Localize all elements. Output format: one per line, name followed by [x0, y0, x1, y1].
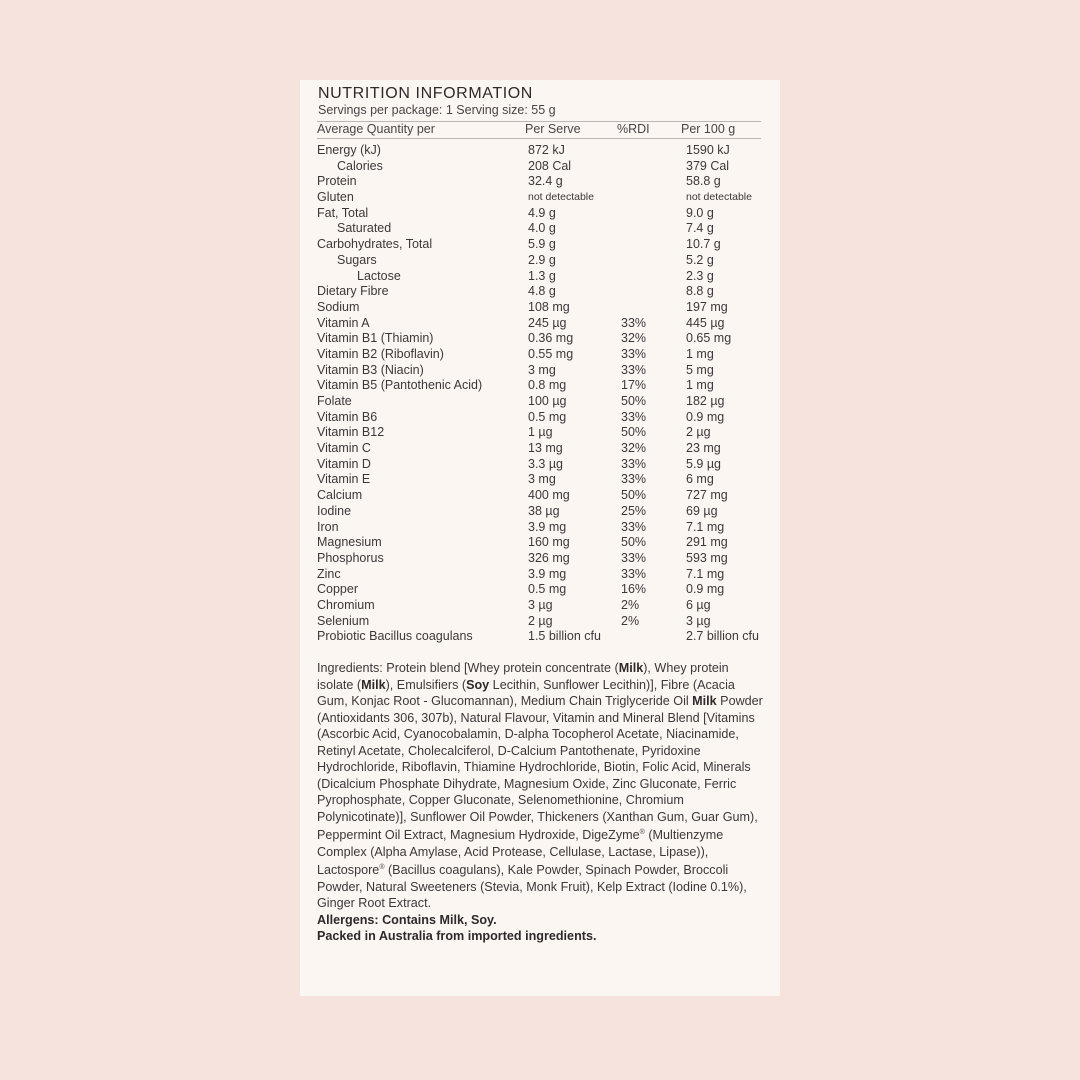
nutrient-name: Vitamin A — [317, 315, 370, 330]
ingredients-text — [317, 660, 767, 912]
header-per-100g: Per 100 g — [681, 122, 736, 136]
ingredients-segment: Powder (Antioxidants 306, 307b), Natural Flavour, Vitamin and Mineral Blend [Vitamins (Ascorbic Acid, Cyanocobalamin, D-alpha Tocopherol Acetate, Niacinamide, Retinyl Acetate, Cholecalciferol, D-Calcium Pantothenate, Pyridoxine Hydrochloride, Riboflavin, Thiamine Hydrochloride, Biotin, Folic Acid, Minerals (Dicalcium Phosphate Dihydrate, Magnesium Oxide, Zinc Gluconate, Ferric Pyrophosphate, Copper Gluconate, Selenomethionine, Chromium Polynicotinate)], Sunflower Oil Powder, Thickeners (Xanthan Gum, Guar Gum), Peppermint Oil Extract, Magnesium Hydroxide, DigeZyme — [317, 694, 763, 843]
nutrient-name: Zinc — [317, 566, 341, 581]
per-serve-value: 3 µg — [528, 597, 553, 612]
per-serve-value: 3.9 mg — [528, 566, 567, 581]
ingredients-segment: ), Whey protein isolate ( — [317, 661, 729, 692]
allergen-highlight: Milk — [618, 661, 644, 675]
rdi-value: 50% — [621, 535, 647, 550]
per-100g-value: 5.9 µg — [686, 456, 722, 471]
table-row — [300, 410, 780, 426]
nutrient-name: Selenium — [317, 613, 370, 628]
per-serve-value: 1.5 billion cfu — [528, 629, 601, 644]
per-serve-value: 38 µg — [528, 503, 560, 518]
ingredients-block — [317, 660, 767, 945]
per-100g-value: 10.7 g — [686, 237, 721, 252]
rdi-value: 33% — [621, 456, 647, 471]
per-100g-value: 6 µg — [686, 597, 711, 612]
rdi-value: 33% — [621, 346, 647, 361]
per-serve-value: 4.0 g — [528, 221, 556, 236]
per-serve-value: 326 mg — [528, 550, 570, 565]
per-serve-value: 0.36 mg — [528, 331, 574, 346]
per-serve-value: 872 kJ — [528, 143, 565, 157]
nutrient-name: Folate — [317, 394, 352, 408]
per-100g-value: 5.2 g — [686, 252, 714, 267]
per-100g-value: 5 mg — [686, 362, 714, 377]
ingredients-segment: ), Emulsifiers ( — [385, 677, 467, 692]
per-serve-value: 3.9 mg — [528, 519, 567, 534]
nutrient-name: Vitamin B1 (Thiamin) — [317, 331, 434, 346]
table-row — [300, 425, 780, 441]
table-row — [300, 488, 780, 504]
per-serve-value: 0.5 mg — [528, 409, 567, 424]
allergen-highlight: Soy — [466, 677, 490, 692]
per-serve-value: 3.3 µg — [528, 456, 564, 471]
nutrient-name: Dietary Fibre — [317, 284, 389, 299]
per-100g-value: 2.7 billion cfu — [686, 629, 759, 644]
allergens-line: Allergens: Contains Milk, Soy. — [317, 912, 497, 927]
nutrient-name: Fat, Total — [317, 205, 369, 220]
ingredients-segment: Lecithin, Sunflower Lecithin)], Fibre (Acacia Gum, Konjac Root - Glucomannan), Medium Chain Triglyceride Oil — [317, 677, 735, 708]
rdi-value: 50% — [621, 394, 647, 408]
per-serve-value: 1.3 g — [528, 268, 556, 283]
per-serve-value: 160 mg — [528, 535, 570, 550]
allergen-highlight: Milk — [361, 677, 386, 692]
rdi-value: 33% — [621, 550, 647, 565]
rdi-value: 33% — [621, 315, 647, 330]
servings-info: Servings per package: 1 Serving size: 55 g — [318, 103, 556, 117]
panel-title: NUTRITION INFORMATION — [318, 85, 533, 102]
table-row — [300, 190, 780, 206]
per-100g-value: 727 mg — [686, 488, 728, 503]
per-100g-value: 0.65 mg — [686, 331, 732, 346]
nutrient-name: Chromium — [317, 597, 375, 612]
per-100g-value: 69 µg — [686, 503, 718, 518]
per-100g-value: 1590 kJ — [686, 143, 730, 157]
ingredients-segment: Ingredients: Protein blend [Whey protein concentrate ( — [317, 661, 619, 675]
nutrient-name: Protein — [317, 174, 357, 189]
per-serve-value: 5.9 g — [528, 237, 556, 252]
ingredients-segment: ® — [379, 864, 385, 872]
rdi-value: 17% — [621, 378, 647, 393]
table-row — [300, 551, 780, 567]
nutrient-name: Vitamin B12 — [317, 425, 385, 440]
rdi-value: 33% — [621, 472, 647, 487]
table-row — [300, 221, 780, 237]
nutrient-name: Carbohydrates, Total — [317, 237, 433, 252]
per-100g-value: 8.8 g — [686, 284, 714, 299]
per-100g-value: 23 mg — [686, 441, 721, 456]
per-100g-value: 3 µg — [686, 613, 711, 628]
table-row — [300, 629, 780, 645]
table-row — [300, 535, 780, 551]
nutrient-name: Copper — [317, 582, 358, 597]
rdi-value: 33% — [621, 409, 647, 424]
per-serve-value: 4.8 g — [528, 284, 556, 299]
nutrient-name: Vitamin E — [317, 472, 371, 487]
per-serve-value: 3 mg — [528, 472, 556, 487]
nutrient-name: Gluten — [317, 190, 354, 205]
table-row — [300, 394, 780, 410]
nutrient-name: Magnesium — [317, 535, 382, 550]
nutrient-name: Phosphorus — [317, 550, 384, 565]
ingredients-segment: (Multienzyme Complex (Alpha Amylase, Acid Protease, Cellulase, Lactase, Lipase)), Lactospore — [317, 828, 724, 878]
table-row — [300, 598, 780, 614]
per-serve-value: 1 µg — [528, 425, 553, 440]
per-100g-value: 0.9 mg — [686, 409, 725, 424]
table-row — [300, 284, 780, 300]
rdi-value: 32% — [621, 441, 647, 456]
nutrient-name: Vitamin B6 — [317, 409, 378, 424]
per-100g-value: 197 mg — [686, 299, 728, 314]
table-row — [300, 567, 780, 583]
nutrient-name: Vitamin B2 (Riboflavin) — [317, 346, 444, 361]
nutrient-name: Vitamin C — [317, 441, 371, 456]
nutrient-name: Calories — [337, 158, 383, 173]
table-row — [300, 472, 780, 488]
per-100g-value: 1 mg — [686, 346, 714, 361]
table-row — [300, 237, 780, 253]
header-per-serve: Per Serve — [525, 122, 581, 136]
divider-header — [317, 138, 761, 139]
per-serve-value: 2.9 g — [528, 252, 556, 267]
nutrient-name: Saturated — [337, 221, 392, 236]
per-100g-value: 7.1 mg — [686, 566, 725, 581]
per-100g-value: 9.0 g — [686, 205, 714, 220]
per-100g-value: not detectable — [686, 191, 752, 204]
nutrient-name: Iron — [317, 519, 339, 534]
nutrient-name: Vitamin B3 (Niacin) — [317, 362, 424, 377]
per-serve-value: 245 µg — [528, 315, 567, 330]
table-row — [300, 253, 780, 269]
table-row — [300, 520, 780, 536]
allergen-highlight: Milk — [692, 694, 717, 708]
per-serve-value: not detectable — [528, 191, 594, 204]
table-row — [300, 457, 780, 473]
table-row — [300, 316, 780, 332]
header-name: Average Quantity per — [317, 122, 435, 136]
table-row — [300, 159, 780, 175]
ingredients-segment: ® — [639, 829, 645, 836]
per-100g-value: 445 µg — [686, 315, 725, 330]
packed-line: Packed in Australia from imported ingredients. — [317, 929, 597, 944]
nutrient-name: Sugars — [337, 252, 377, 267]
ingredients-segment: (Bacillus coagulans), Kale Powder, Spinach Powder, Broccoli Powder, Natural Sweeteners (Stevia, Monk Fruit), Kelp Extract (Iodine 0.1%), Ginger Root Extract. — [317, 863, 747, 911]
nutrient-name: Energy (kJ) — [317, 143, 381, 157]
per-serve-value: 0.5 mg — [528, 582, 567, 597]
rdi-value: 50% — [621, 425, 647, 440]
table-row — [300, 441, 780, 457]
per-100g-value: 2.3 g — [686, 268, 714, 283]
table-row — [300, 614, 780, 630]
table-row — [300, 331, 780, 347]
per-100g-value: 7.1 mg — [686, 519, 725, 534]
per-100g-value: 182 µg — [686, 394, 725, 408]
rdi-value: 2% — [621, 597, 640, 612]
table-row — [300, 582, 780, 598]
nutrient-name: Lactose — [357, 268, 401, 283]
per-100g-value: 6 mg — [686, 472, 714, 487]
rdi-value: 50% — [621, 488, 647, 503]
per-100g-value: 0.9 mg — [686, 582, 725, 597]
table-row — [300, 504, 780, 520]
per-serve-value: 32.4 g — [528, 174, 563, 189]
table-row — [300, 206, 780, 222]
rdi-value: 32% — [621, 331, 647, 346]
per-100g-value: 2 µg — [686, 425, 711, 440]
header-rdi: %RDI — [617, 122, 650, 136]
rdi-value: 33% — [621, 362, 647, 377]
per-serve-value: 400 mg — [528, 488, 570, 503]
nutrition-panel — [300, 80, 780, 996]
table-row — [300, 143, 780, 159]
table-row — [300, 174, 780, 190]
table-row — [300, 363, 780, 379]
rdi-value: 33% — [621, 519, 647, 534]
nutrient-name: Sodium — [317, 299, 360, 314]
per-serve-value: 0.55 mg — [528, 346, 574, 361]
nutrition-table — [300, 143, 780, 645]
per-serve-value: 208 Cal — [528, 158, 572, 173]
table-row — [300, 347, 780, 363]
per-100g-value: 1 mg — [686, 378, 714, 393]
per-100g-value: 379 Cal — [686, 158, 730, 173]
per-serve-value: 13 mg — [528, 441, 563, 456]
per-100g-value: 593 mg — [686, 550, 728, 565]
per-serve-value: 108 mg — [528, 299, 570, 314]
per-100g-value: 7.4 g — [686, 221, 714, 236]
per-100g-value: 291 mg — [686, 535, 728, 550]
per-serve-value: 2 µg — [528, 613, 553, 628]
rdi-value: 16% — [621, 582, 647, 597]
nutrient-name: Iodine — [317, 503, 352, 518]
rdi-value: 2% — [621, 613, 640, 628]
table-row — [300, 269, 780, 285]
table-row — [300, 378, 780, 394]
nutrient-name: Calcium — [317, 488, 363, 503]
nutrient-name: Vitamin B5 (Pantothenic Acid) — [317, 378, 483, 393]
rdi-value: 33% — [621, 566, 647, 581]
rdi-value: 25% — [621, 503, 647, 518]
nutrient-name: Vitamin D — [317, 456, 371, 471]
per-100g-value: 58.8 g — [686, 174, 721, 189]
table-row — [300, 300, 780, 316]
per-serve-value: 0.8 mg — [528, 378, 567, 393]
per-serve-value: 100 µg — [528, 394, 567, 408]
per-serve-value: 4.9 g — [528, 205, 556, 220]
per-serve-value: 3 mg — [528, 362, 556, 377]
nutrient-name: Probiotic Bacillus coagulans — [317, 629, 473, 644]
